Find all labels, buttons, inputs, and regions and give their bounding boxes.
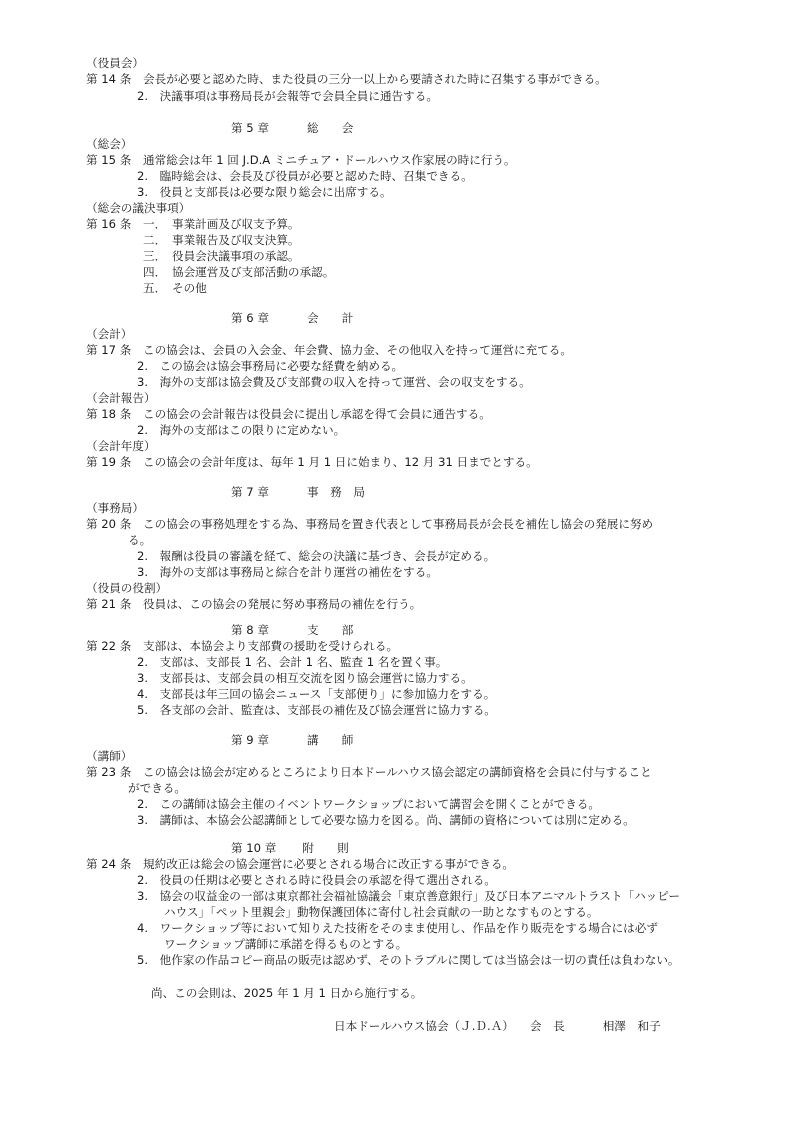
signature xyxy=(334,1018,661,1034)
article-text: 規約改正は総会の協会運営に必要とされる場合に改正する事ができる。 xyxy=(143,857,515,871)
article-text: 役員は、この協会の発展に努め事務局の補佐を行う。 xyxy=(143,597,422,611)
effective-date: 尚、この会則は、2025 年 1 月 1 日から施行する。 xyxy=(151,986,423,1000)
article-text: この協会の会計年度は、毎年 1 月 1 日に始まり、12 月 31 日までとする。 xyxy=(143,455,538,469)
article-22 xyxy=(86,638,398,654)
chapter-name: 会 計 xyxy=(306,311,354,325)
article-text-continued: る。 xyxy=(128,533,152,547)
article-item: 3. 海外の支部は協会費及び支部費の収入を持って運営、会の収支をする。 xyxy=(137,375,531,389)
article-19 xyxy=(86,454,538,470)
chapter-name: 事 務 局 xyxy=(306,485,365,499)
article-item: 3. 役員と支部長は必要な限り総会に出席する。 xyxy=(137,185,392,199)
article-item: 五． その他 xyxy=(143,281,207,295)
article-15 xyxy=(86,152,516,168)
signature-name: 相澤 和子 xyxy=(602,1019,661,1033)
article-item: 2. この講師は協会主催のイベントワークショップにおいて講習会を開くことができる。 xyxy=(137,797,600,811)
chapter-name: 支 部 xyxy=(306,623,354,637)
article-number: 第 19 条 xyxy=(86,455,132,469)
chapter-number: 第 10 章 xyxy=(231,841,277,855)
article-text: 支部は、本協会より支部費の援助を受けられる。 xyxy=(143,639,399,653)
article-text: この協会は、会員の入会金、年会費、協力金、その他収入を持って運営に充てる。 xyxy=(143,343,572,357)
signature-role: 会 長 xyxy=(529,1019,565,1033)
article-item: 4. ワークショップ等において知りえた技術をそのまま使用し、作品を作り販売をする場合には必ず xyxy=(137,921,658,935)
article-23 xyxy=(86,764,652,780)
article-item: 2. 海外の支部はこの限りに定めない。 xyxy=(137,423,346,437)
chapter-name: 総 会 xyxy=(306,121,354,135)
chapter-title xyxy=(231,840,349,856)
article-item: 3. 協会の収益金の一部は東京都社会福祉協議会「東京善意銀行」及び日本アニマルトラスト「ハッピー xyxy=(137,889,680,903)
article-heading: （講師） xyxy=(86,749,133,763)
article-item: 3. 支部長は、支部会員の相互交流を図り協会運営に協力する。 xyxy=(137,671,473,685)
article-heading: （役員の役割） xyxy=(86,581,168,595)
article-item: 三． 役員会決議事項の承認。 xyxy=(143,249,300,263)
chapter-name: 講 師 xyxy=(306,733,354,747)
chapter-name: 附 則 xyxy=(302,841,349,855)
article-heading: （役員会） xyxy=(86,56,144,70)
chapter-number: 第 5 章 xyxy=(231,121,269,135)
article-item: 3. 海外の支部は事務局と綜合を計り運営の補佐をする。 xyxy=(137,565,438,579)
article-number: 第 16 条 xyxy=(86,217,132,231)
article-item-continued: ワークショップ講師に承諾を得るものとする。 xyxy=(164,937,408,951)
chapter-number: 第 6 章 xyxy=(231,311,269,325)
article-heading: （会計報告） xyxy=(86,391,156,405)
article-text: 一． 事業計画及び収支予算。 xyxy=(143,217,300,231)
article-21 xyxy=(86,596,421,612)
article-heading: （会計） xyxy=(86,327,133,341)
article-item: 2. 臨時総会は、会長及び役員が必要と認めた時、召集できる。 xyxy=(137,169,473,183)
article-item: 2. 決議事項は事務局長が会報等で会員全員に通告する。 xyxy=(137,89,438,103)
chapter-title xyxy=(231,120,353,136)
article-number: 第 15 条 xyxy=(86,153,132,167)
chapter-title xyxy=(231,484,365,500)
article-heading: （会計年度） xyxy=(86,439,156,453)
article-number: 第 17 条 xyxy=(86,343,132,357)
article-item-continued: ハウス」「ペット里親会」動物保護団体に寄付し社会貢献の一助となすものとする。 xyxy=(164,905,599,919)
article-number: 第 21 条 xyxy=(86,597,132,611)
article-text: 会長が必要と認めた時、また役員の三分一以上から要請された時に召集する事ができる。 xyxy=(143,72,607,86)
article-item: 5. 他作家の作品コピー商品の販売は認めず、そのトラブルに関しては当協会は一切の責任は負わない。 xyxy=(137,953,680,967)
article-item: 2. 報酬は役員の審議を経て、総会の決議に基づき、会長が定める。 xyxy=(137,549,496,563)
article-text: この協会の会計報告は役員会に提出し承認を得て会員に通告する。 xyxy=(143,407,491,421)
article-item: 4. 支部長は年三回の協会ニュース「支部便り」に参加協力をする。 xyxy=(137,687,496,701)
article-item: 四． 協会運営及び支部活動の承認。 xyxy=(143,265,335,279)
article-item: 二． 事業報告及び収支決算。 xyxy=(143,233,300,247)
chapter-title xyxy=(231,310,353,326)
article-text: この協会の事務処理をする為、事務局を置き代表として事務局長が会長を補佐し協会の発展に努め xyxy=(143,517,654,531)
article-number: 第 20 条 xyxy=(86,517,132,531)
article-item: 5. 各支部の会計、監査は、支部長の補佐及び協会運営に協力する。 xyxy=(137,703,496,717)
chapter-title xyxy=(231,622,353,638)
article-text-continued: ができる。 xyxy=(128,781,186,795)
article-number: 第 18 条 xyxy=(86,407,132,421)
article-14 xyxy=(86,71,607,87)
article-item: 3. 講師は、本協会公認講師として必要な協力を図る。尚、講師の資格については別に定める。 xyxy=(137,813,635,827)
article-item: 2. 役員の任期は必要とされる時に役員会の承認を得て選出される。 xyxy=(137,873,496,887)
article-heading: （総会） xyxy=(86,137,133,151)
article-item: 2. この協会は協会事務局に必要な経費を納める。 xyxy=(137,359,404,373)
signature-org: 日本ドールハウス協会（Ｊ.Ｄ.Ａ） xyxy=(334,1019,514,1033)
article-20 xyxy=(86,516,653,532)
article-item: 2. 支部は、支部長 1 名、会計 1 名、監査 1 名を置く事。 xyxy=(137,655,448,669)
chapter-number: 第 7 章 xyxy=(231,485,269,499)
article-number: 第 23 条 xyxy=(86,765,132,779)
article-24 xyxy=(86,856,514,872)
chapter-title xyxy=(231,732,353,748)
article-text: 通常総会は年 1 回 J.D.A ミニチュア・ドールハウス作家展の時に行う。 xyxy=(143,153,516,167)
chapter-number: 第 8 章 xyxy=(231,623,269,637)
article-heading: （事務局） xyxy=(86,501,144,515)
article-text: この協会は協会が定めるところにより日本ドールハウス協会認定の講師資格を会員に付与すること xyxy=(143,765,652,779)
article-number: 第 24 条 xyxy=(86,857,132,871)
article-17 xyxy=(86,342,572,358)
article-number: 第 22 条 xyxy=(86,639,132,653)
article-16 xyxy=(86,216,300,232)
article-number: 第 14 条 xyxy=(86,72,132,86)
article-18 xyxy=(86,406,491,422)
article-heading: （総会の議決事項） xyxy=(86,201,191,215)
chapter-number: 第 9 章 xyxy=(231,733,269,747)
